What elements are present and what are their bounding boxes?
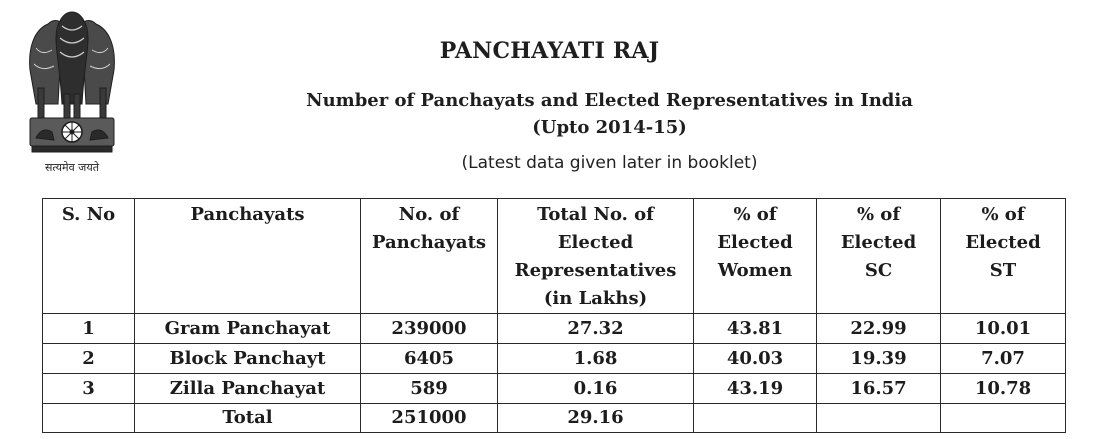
cell-pct-st: 10.78 bbox=[941, 374, 1066, 404]
page-subtitle: Number of Panchayats and Elected Representatives in India bbox=[306, 90, 913, 111]
cell-panchayat-count: 6405 bbox=[361, 344, 498, 374]
cell-panchayat-name: Zilla Panchayat bbox=[135, 374, 361, 404]
header-num-panchayats: No. of Panchayats bbox=[361, 199, 498, 314]
total-elected-lakhs: 29.16 bbox=[498, 404, 694, 433]
cell-pct-st: 7.07 bbox=[941, 344, 1066, 374]
total-label: Total bbox=[135, 404, 361, 433]
page-title: PANCHAYATI RAJ bbox=[439, 38, 660, 64]
cell-pct-women: 43.19 bbox=[694, 374, 817, 404]
cell-elected-lakhs: 0.16 bbox=[498, 374, 694, 404]
cell-pct-women: 43.81 bbox=[694, 314, 817, 344]
cell-panchayat-count: 589 bbox=[361, 374, 498, 404]
cell-pct-sc: 22.99 bbox=[817, 314, 941, 344]
cell-elected-lakhs: 27.32 bbox=[498, 314, 694, 344]
cell-pct-women: 40.03 bbox=[694, 344, 817, 374]
cell-pct-st bbox=[941, 404, 1066, 433]
cell-pct-women bbox=[694, 404, 817, 433]
header-panchayats: Panchayats bbox=[135, 199, 361, 314]
cell-sno bbox=[43, 404, 135, 433]
panchayat-table bbox=[42, 198, 1066, 433]
cell-sno: 1 bbox=[43, 314, 135, 344]
cell-sno: 2 bbox=[43, 344, 135, 374]
table-row bbox=[43, 314, 1066, 344]
table-header-row bbox=[43, 199, 1066, 314]
cell-panchayat-name: Block Panchayt bbox=[135, 344, 361, 374]
page-subtitle-period: (Upto 2014-15) bbox=[532, 117, 687, 138]
page-note: (Latest data given later in booklet) bbox=[461, 153, 758, 173]
cell-sno: 3 bbox=[43, 374, 135, 404]
header-pct-st: % of Elected ST bbox=[941, 199, 1066, 314]
header-pct-women: % of Elected Women bbox=[694, 199, 817, 314]
header-pct-sc: % of Elected SC bbox=[817, 199, 941, 314]
cell-panchayat-name: Gram Panchayat bbox=[135, 314, 361, 344]
cell-panchayat-count: 239000 bbox=[361, 314, 498, 344]
total-panchayat-count: 251000 bbox=[361, 404, 498, 433]
cell-pct-sc bbox=[817, 404, 941, 433]
cell-pct-st: 10.01 bbox=[941, 314, 1066, 344]
cell-pct-sc: 16.57 bbox=[817, 374, 941, 404]
cell-elected-lakhs: 1.68 bbox=[498, 344, 694, 374]
table-total-row bbox=[43, 404, 1066, 433]
header-total-elected: Total No. of Elected Representatives (in Lakhs) bbox=[498, 199, 694, 314]
header-sno: S. No bbox=[43, 199, 135, 314]
emblem-motto: सत्यमेव जयते bbox=[44, 161, 99, 174]
cell-pct-sc: 19.39 bbox=[817, 344, 941, 374]
table-row bbox=[43, 374, 1066, 404]
table-row bbox=[43, 344, 1066, 374]
